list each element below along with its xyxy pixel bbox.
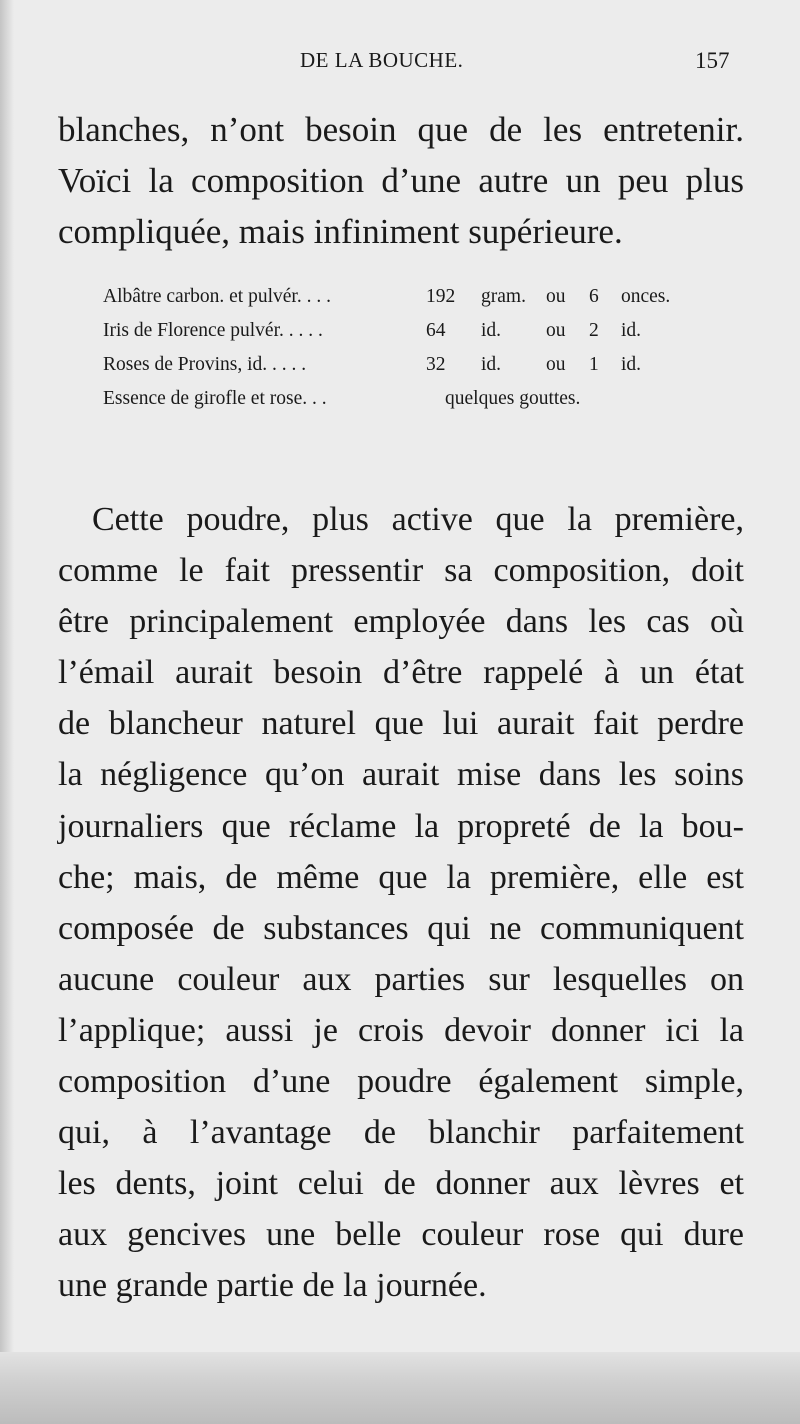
ingredient-or: ou: [546, 354, 566, 375]
text-line: la négligence qu’on aurait mise dans les soins: [58, 756, 744, 794]
running-title: DE LA BOUCHE.: [300, 48, 464, 72]
ingredient-or: ou: [546, 286, 566, 307]
ingredient-alt-unit: id.: [621, 354, 642, 375]
text-line: qui, à l’avantage de blanchir parfaitement: [58, 1114, 744, 1152]
text-line: Cette poudre, plus active que la première,: [92, 501, 744, 538]
ingredient-unit: id.: [481, 320, 502, 341]
text-line: comme le fait pressentir sa composition, doit: [58, 552, 744, 590]
recipe-table: [103, 286, 703, 422]
recipe-row: [103, 388, 703, 422]
recipe-row: [103, 354, 703, 388]
page-gutter-shadow: [0, 0, 14, 1424]
text-line: journaliers que réclame la propreté de la bou-: [58, 807, 744, 845]
recipe-row: [103, 320, 703, 354]
text-line: aucune couleur aux parties sur lesquelles on: [58, 960, 744, 998]
recipe-row: [103, 286, 703, 320]
page-number: 157: [695, 48, 730, 73]
text-line: composition d’une poudre également simple,: [58, 1063, 744, 1101]
ingredient-quantity: 64: [426, 320, 446, 341]
text-line: l’applique; aussi je crois devoir donner ici la: [58, 1011, 744, 1049]
ingredient-alt-unit: onces.: [621, 286, 671, 307]
paragraph-main: [58, 494, 744, 1312]
ingredient-unit: gram.: [481, 286, 526, 307]
ingredient-unit: id.: [481, 354, 502, 375]
text-line: être principalement employée dans les cas où: [58, 603, 744, 641]
ingredient-name: Essence de girofle et rose. . .: [103, 388, 327, 409]
ingredient-alt-quantity: 2: [589, 320, 599, 341]
page-bottom-edge: [0, 1352, 800, 1424]
text-line: aux gencives une belle couleur rose qui dure: [58, 1216, 744, 1254]
ingredient-name: Albâtre carbon. et pulvér. . . .: [103, 286, 331, 307]
text-line: Voïci la composition d’une autre un peu plus: [58, 161, 744, 200]
ingredient-name: Iris de Florence pulvér. . . . .: [103, 320, 323, 341]
ingredient-quantity: 32: [426, 354, 446, 375]
text-line: l’émail aurait besoin d’être rappelé à un état: [58, 654, 744, 692]
text-line: composée de substances qui ne communiquent: [58, 909, 744, 947]
ingredient-alt-quantity: 6: [589, 286, 599, 307]
ingredient-name: Roses de Provins, id. . . . .: [103, 354, 307, 375]
text-line: une grande partie de la journée.: [58, 1267, 487, 1305]
ingredient-quantity: 192: [426, 286, 456, 307]
text-line: blanches, n’ont besoin que de les entretenir.: [58, 110, 744, 149]
paragraph-intro: [58, 104, 744, 257]
running-head: [0, 48, 800, 76]
ingredient-alt-unit: id.: [621, 320, 642, 341]
text-line: de blancheur naturel que lui aurait fait perdre: [58, 705, 744, 743]
ingredient-or: ou: [546, 320, 566, 341]
text-line: compliquée, mais infiniment supérieure.: [58, 212, 623, 251]
text-line: les dents, joint celui de donner aux lèvres et: [58, 1165, 744, 1203]
text-line: che; mais, de même que la première, elle est: [58, 858, 744, 896]
ingredient-unit: quelques gouttes.: [445, 388, 581, 409]
ingredient-alt-quantity: 1: [589, 354, 599, 375]
